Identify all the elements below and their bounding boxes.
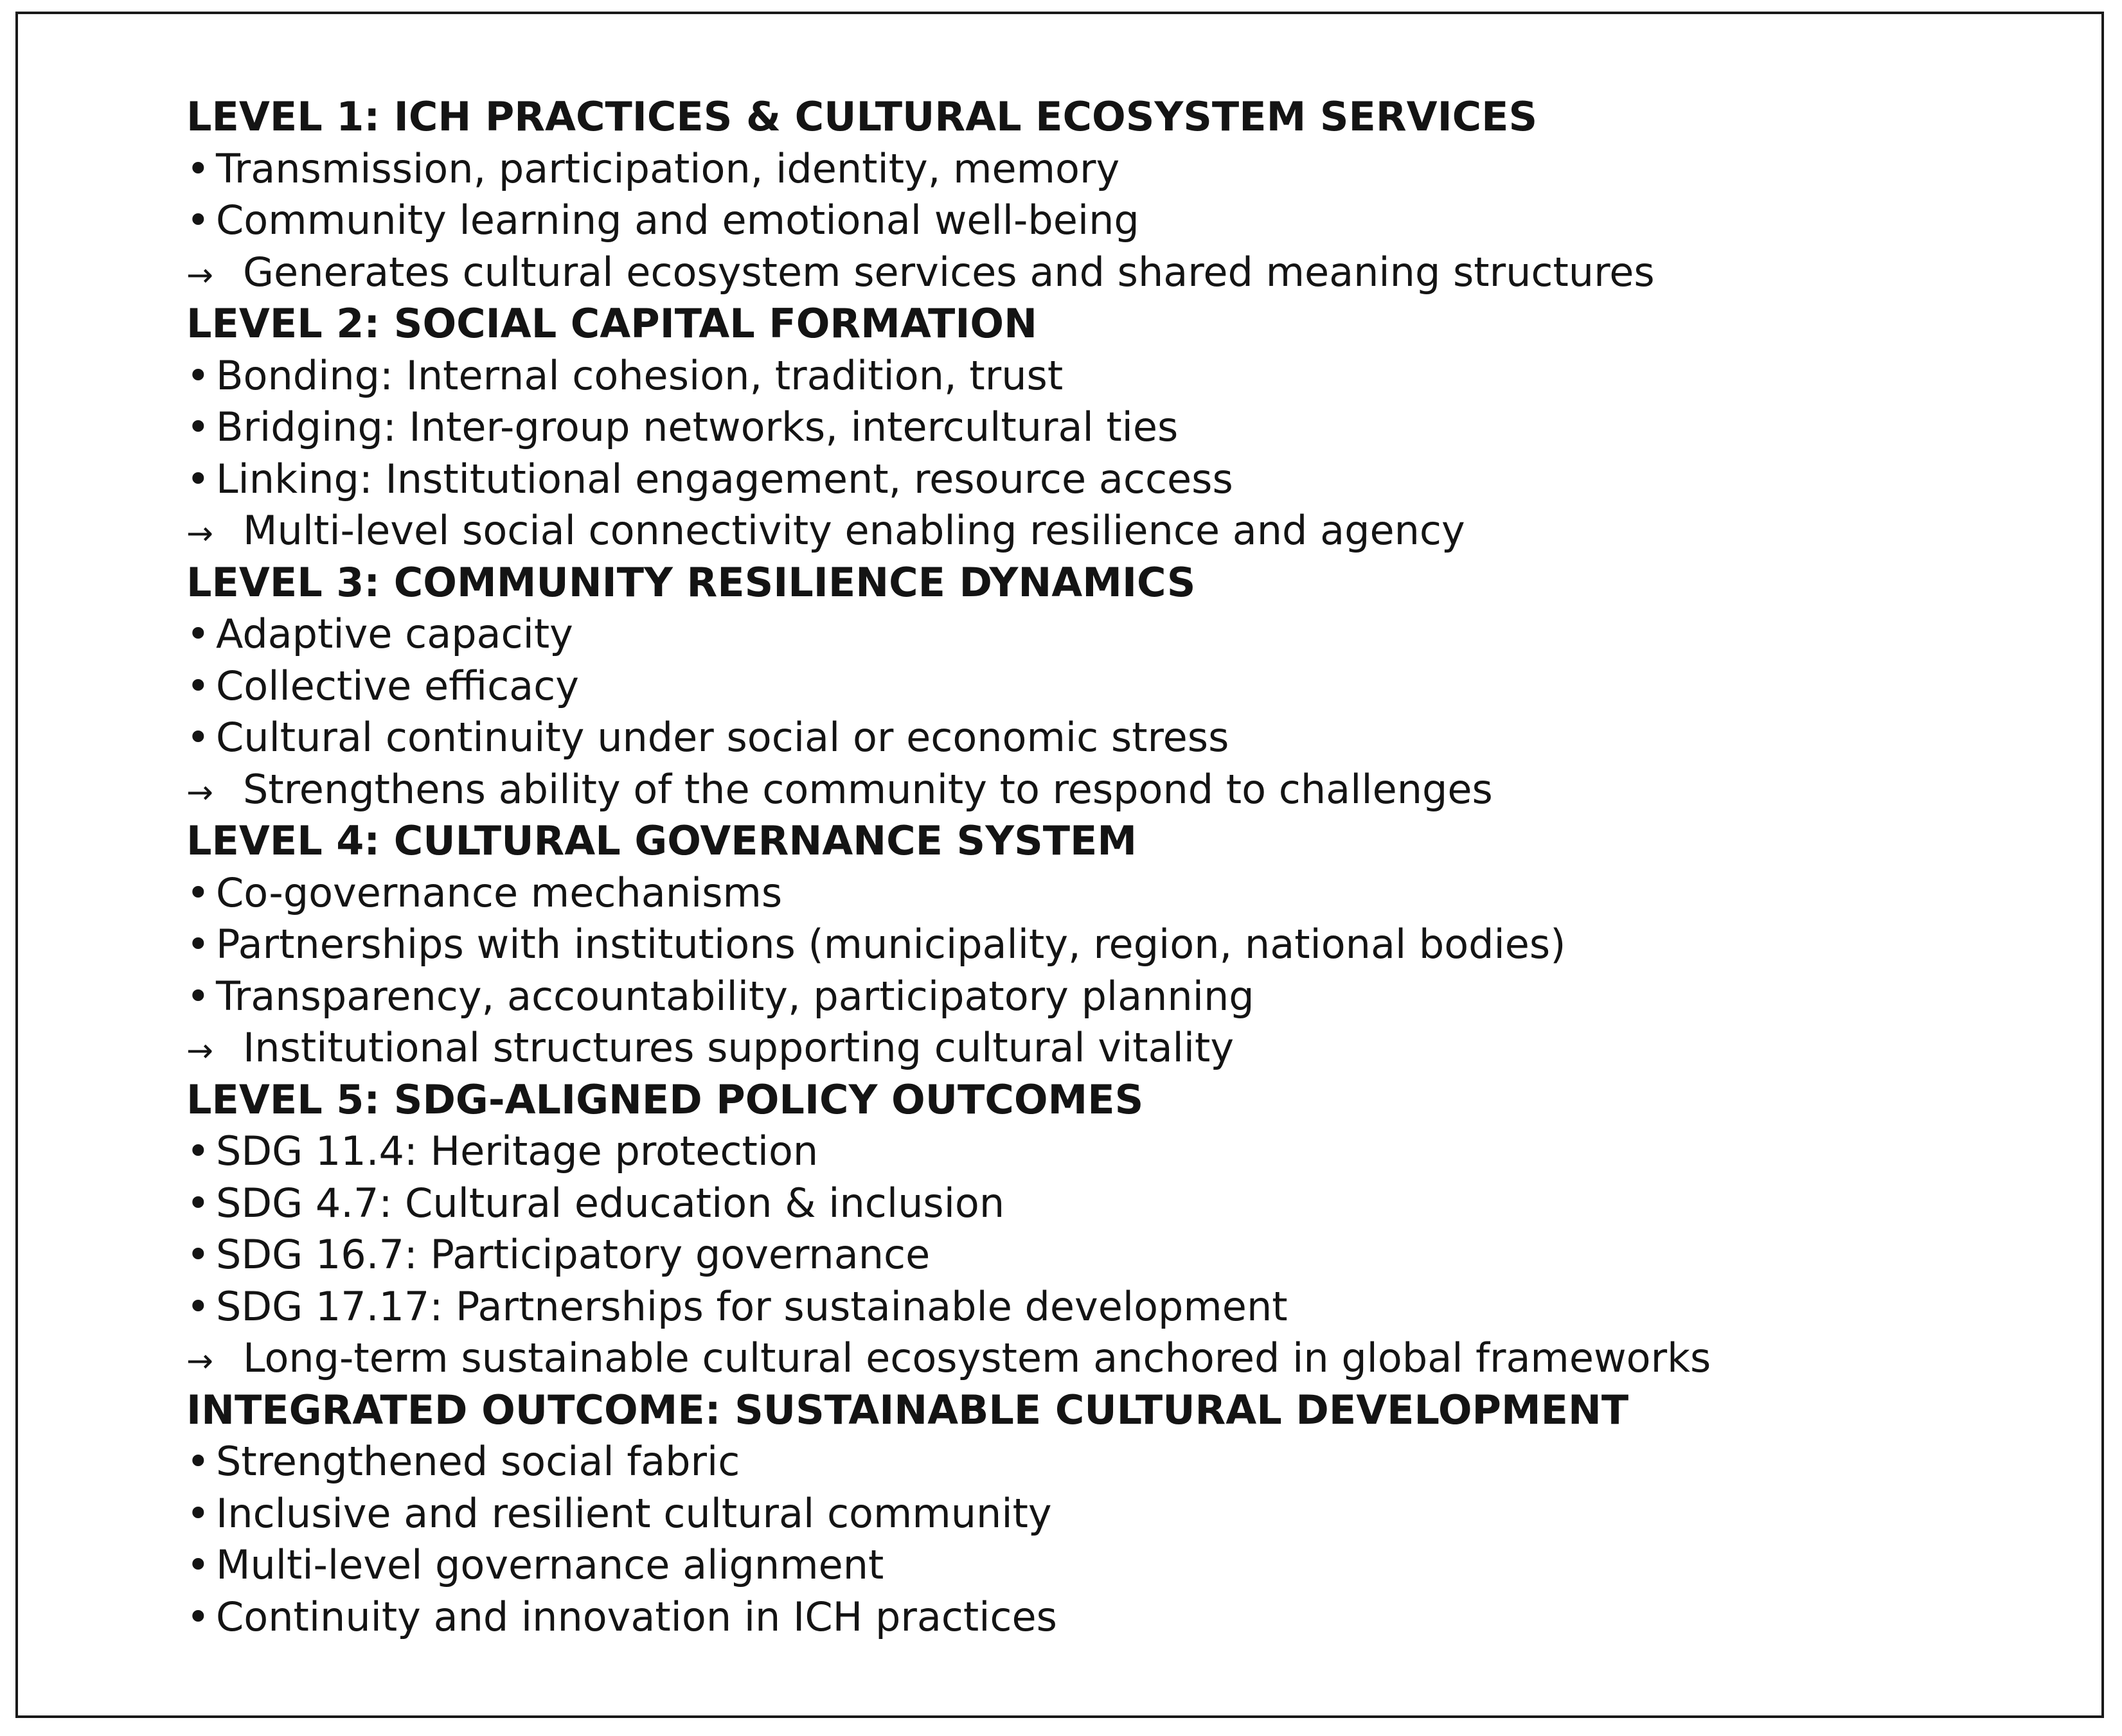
level-2-bullet bbox=[186, 402, 2089, 454]
arrow-icon: → bbox=[186, 515, 213, 552]
bullet-text: SDG 11.4: Heritage protection bbox=[216, 1128, 819, 1174]
bullet-text: Linking: Institutional engagement, resource access bbox=[216, 455, 1233, 502]
bullet-text: SDG 4.7: Cultural education & inclusion bbox=[216, 1179, 1005, 1227]
arrow-icon: → bbox=[186, 1032, 213, 1069]
level-5-bullet bbox=[186, 1126, 2089, 1178]
bullet-mark: • bbox=[186, 351, 210, 399]
level-4-heading: LEVEL 4: CULTURAL GOVERNANCE SYSTEM bbox=[186, 817, 1137, 864]
bullet-text: Transmission, participation, identity, memory bbox=[216, 145, 1120, 192]
level-3-bullet bbox=[186, 608, 2089, 660]
bullet-mark: • bbox=[186, 455, 210, 502]
level-4-result bbox=[186, 1022, 2089, 1074]
bullet-text: Adaptive capacity bbox=[216, 610, 573, 657]
result-text: Institutional structures supporting cultural vitality bbox=[243, 1024, 1235, 1071]
bullet-text: Community learning and emotional well-being bbox=[216, 197, 1139, 244]
document-frame bbox=[15, 12, 2104, 1718]
level-5-heading: LEVEL 5: SDG-ALIGNED POLICY OUTCOMES bbox=[186, 1076, 1144, 1123]
bullet-mark: • bbox=[186, 972, 210, 1020]
integrated-outcome-bullet bbox=[186, 1591, 2089, 1643]
level-1-bullet bbox=[186, 143, 2089, 195]
level-5-result bbox=[186, 1333, 2089, 1385]
bullet-mark: • bbox=[186, 145, 210, 192]
bullet-mark: • bbox=[186, 1128, 210, 1174]
level-2-heading: LEVEL 2: SOCIAL CAPITAL FORMATION bbox=[186, 300, 1037, 347]
bullet-mark: • bbox=[186, 714, 210, 761]
level-3-result bbox=[186, 764, 2089, 816]
bullet-mark: • bbox=[186, 610, 210, 657]
level-2-result bbox=[186, 505, 2089, 557]
level-4-bullet bbox=[186, 971, 2089, 1023]
level-2-bullet bbox=[186, 454, 2089, 506]
bullet-text: Bonding: Internal cohesion, tradition, trust bbox=[216, 351, 1064, 399]
level-2-bullet bbox=[186, 350, 2089, 402]
level-1-heading: LEVEL 1: ICH PRACTICES & CULTURAL ECOSYSTEM SERVICES bbox=[186, 93, 1538, 140]
bullet-text: SDG 16.7: Participatory governance bbox=[216, 1231, 931, 1278]
bullet-text: SDG 17.17: Partnerships for sustainable development bbox=[216, 1282, 1288, 1330]
bullet-mark: • bbox=[186, 1438, 210, 1485]
level-4-bullet bbox=[186, 919, 2089, 971]
bullet-text: Bridging: Inter-group networks, intercultural ties bbox=[216, 403, 1179, 450]
bullet-mark: • bbox=[186, 662, 210, 709]
integrated-outcome-heading: INTEGRATED OUTCOME: SUSTAINABLE CULTURAL DEVELOPMENT bbox=[186, 1386, 1629, 1433]
level-1-bullet bbox=[186, 195, 2089, 247]
level-1-result bbox=[186, 247, 2089, 299]
document-content bbox=[186, 91, 2089, 1643]
bullet-text: Partnerships with institutions (municipality, region, national bodies) bbox=[216, 921, 1566, 968]
bullet-text: Continuity and innovation in ICH practices bbox=[216, 1593, 1057, 1640]
bullet-text: Cultural continuity under social or economic stress bbox=[216, 714, 1229, 761]
integrated-outcome-bullet bbox=[186, 1488, 2089, 1540]
bullet-mark: • bbox=[186, 197, 210, 244]
integrated-outcome-bullet bbox=[186, 1436, 2089, 1488]
arrow-icon: → bbox=[186, 1342, 213, 1379]
level-3-bullet bbox=[186, 712, 2089, 764]
bullet-mark: • bbox=[186, 403, 210, 450]
bullet-text: Multi-level governance alignment bbox=[216, 1541, 884, 1588]
bullet-mark: • bbox=[186, 921, 210, 968]
bullet-text: Inclusive and resilient cultural community bbox=[216, 1489, 1052, 1537]
level-5-bullet bbox=[186, 1229, 2089, 1281]
bullet-mark: • bbox=[186, 1282, 210, 1330]
bullet-text: Strengthened social fabric bbox=[216, 1438, 740, 1485]
level-3-heading: LEVEL 3: COMMUNITY RESILIENCE DYNAMICS bbox=[186, 558, 1196, 606]
level-5-bullet bbox=[186, 1281, 2089, 1333]
bullet-text: Collective efficacy bbox=[216, 662, 579, 709]
level-4-bullet bbox=[186, 867, 2089, 919]
bullet-mark: • bbox=[186, 1489, 210, 1537]
bullet-mark: • bbox=[186, 1593, 210, 1640]
bullet-text: Co-governance mechanisms bbox=[216, 869, 783, 916]
level-5-bullet bbox=[186, 1178, 2089, 1230]
arrow-icon: → bbox=[186, 256, 213, 294]
result-text: Multi-level social connectivity enabling resilience and agency bbox=[243, 507, 1465, 554]
arrow-icon: → bbox=[186, 773, 213, 811]
bullet-mark: • bbox=[186, 1231, 210, 1278]
result-text: Generates cultural ecosystem services and shared meaning structures bbox=[243, 248, 1655, 296]
bullet-mark: • bbox=[186, 869, 210, 916]
bullet-mark: • bbox=[186, 1179, 210, 1227]
level-3-bullet bbox=[186, 660, 2089, 713]
result-text: Long-term sustainable cultural ecosystem anchored in global frameworks bbox=[243, 1334, 1711, 1381]
integrated-outcome-bullet bbox=[186, 1539, 2089, 1591]
bullet-mark: • bbox=[186, 1541, 210, 1588]
result-text: Strengthens ability of the community to respond to challenges bbox=[243, 765, 1493, 813]
bullet-text: Transparency, accountability, participatory planning bbox=[216, 972, 1254, 1020]
